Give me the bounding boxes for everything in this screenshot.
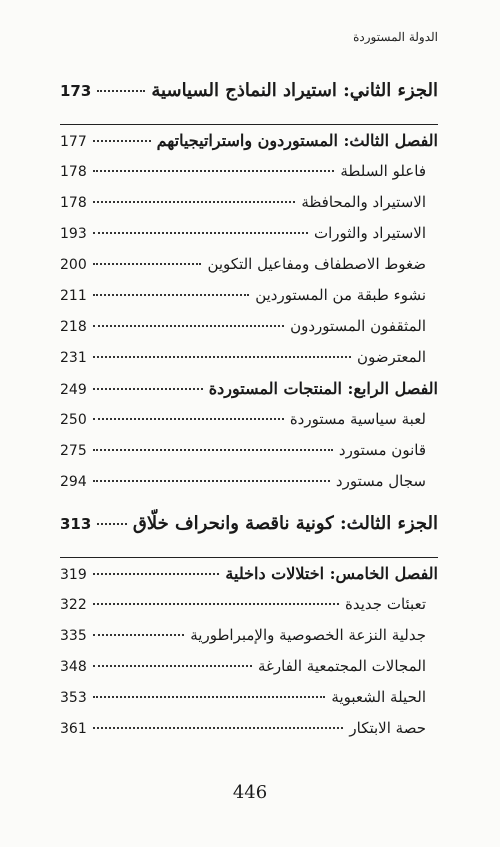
dot-leader (93, 140, 151, 142)
dot-leader (93, 201, 296, 203)
running-header: الدولة المستوردة (353, 30, 438, 44)
dot-leader (93, 603, 339, 605)
toc-page-number: 275 (60, 443, 87, 459)
dot-leader (97, 90, 145, 92)
toc-section-entry (60, 595, 438, 626)
dot-leader (93, 232, 308, 234)
dot-leader (97, 523, 127, 525)
dot-leader (93, 480, 330, 482)
section-divider (60, 557, 438, 558)
toc-page-number: 173 (60, 82, 92, 100)
toc-entry-title: قانون مستورد (338, 441, 426, 459)
toc-entry-title: المجالات المجتمعية الفارغة (258, 657, 426, 675)
toc-section-entry (60, 348, 438, 379)
toc-section-entry (60, 410, 438, 441)
toc-page-number: 193 (60, 226, 87, 242)
toc-page-number: 178 (60, 164, 87, 180)
toc-page-number: 249 (60, 382, 87, 398)
toc-entry-title: المثقفون المستوردون (290, 317, 426, 335)
toc-chapter-heading (60, 131, 438, 162)
dot-leader (93, 170, 335, 172)
dot-leader (93, 634, 185, 636)
toc-section-entry (60, 688, 438, 719)
toc-section-entry (60, 317, 438, 348)
toc-entry-title: الفصل الثالث: المستوردون واستراتيجياتهم (156, 131, 438, 150)
toc-section-entry (60, 719, 438, 750)
dot-leader (93, 573, 220, 575)
toc-page-number: 322 (60, 597, 87, 613)
toc-page-number: 200 (60, 257, 87, 273)
dot-leader (93, 665, 252, 667)
dot-leader (93, 356, 351, 358)
toc-entry-title: الاستيراد والمحافظة (301, 193, 426, 211)
toc-page-number: 348 (60, 659, 87, 675)
toc-page-number: 294 (60, 474, 87, 490)
toc-section-entry (60, 626, 438, 657)
toc-part-heading (60, 513, 438, 551)
toc-section-entry (60, 657, 438, 688)
dot-leader (93, 418, 284, 420)
toc-page-number: 178 (60, 195, 87, 211)
toc-entry-title: الجزء الثالث: كونية ناقصة وانحراف خلّاق (132, 513, 438, 534)
dot-leader (93, 696, 326, 698)
toc-page-number: 218 (60, 319, 87, 335)
table-of-contents (60, 80, 438, 750)
toc-entry-title: لعبة سياسية مستوردة (289, 410, 426, 428)
toc-chapter-heading (60, 564, 438, 595)
toc-entry-title: حصة الابتكار (349, 719, 426, 737)
toc-entry-title: تعبئات جديدة (345, 595, 426, 613)
toc-section-entry (60, 193, 438, 224)
toc-page-number: 319 (60, 567, 87, 583)
toc-entry-title: جدلية النزعة الخصوصية والإمبراطورية (190, 626, 426, 644)
toc-entry-title: ضغوط الاصطفاف ومفاعيل التكوين (207, 255, 426, 273)
toc-section-entry (60, 441, 438, 472)
toc-page-number: 250 (60, 412, 87, 428)
toc-entry-title: الجزء الثاني: استيراد النماذج السياسية (151, 80, 438, 101)
page-number: 446 (232, 782, 268, 803)
dot-leader (93, 263, 202, 265)
toc-page-number: 353 (60, 690, 87, 706)
toc-page-number: 335 (60, 628, 87, 644)
dot-leader (93, 325, 284, 327)
section-divider (60, 124, 438, 125)
toc-entry-title: سجال مستورد (335, 472, 426, 490)
toc-section-entry (60, 224, 438, 255)
toc-page-number: 313 (60, 515, 92, 533)
toc-page-number: 231 (60, 350, 87, 366)
toc-entry-title: الفصل الرابع: المنتجات المستوردة (208, 379, 438, 398)
toc-section-entry (60, 286, 438, 317)
dot-leader (93, 449, 333, 451)
toc-entry-title: فاعلو السلطة (340, 162, 426, 180)
toc-entry-title: الحيلة الشعبوية (331, 688, 426, 706)
toc-part-heading (60, 80, 438, 118)
toc-section-entry (60, 162, 438, 193)
toc-section-entry (60, 255, 438, 286)
toc-entry-title: نشوء طبقة من المستوردين (255, 286, 426, 304)
toc-page-number: 177 (60, 134, 87, 150)
toc-page-number: 361 (60, 721, 87, 737)
toc-entry-title: الاستيراد والثورات (313, 224, 426, 242)
dot-leader (93, 727, 344, 729)
toc-entry-title: المعترضون (357, 348, 426, 366)
toc-entry-title: الفصل الخامس: اختلالات داخلية (225, 564, 438, 583)
toc-section-entry (60, 472, 438, 503)
dot-leader (93, 388, 203, 390)
dot-leader (93, 294, 249, 296)
toc-page-number: 211 (60, 288, 87, 304)
toc-chapter-heading (60, 379, 438, 410)
